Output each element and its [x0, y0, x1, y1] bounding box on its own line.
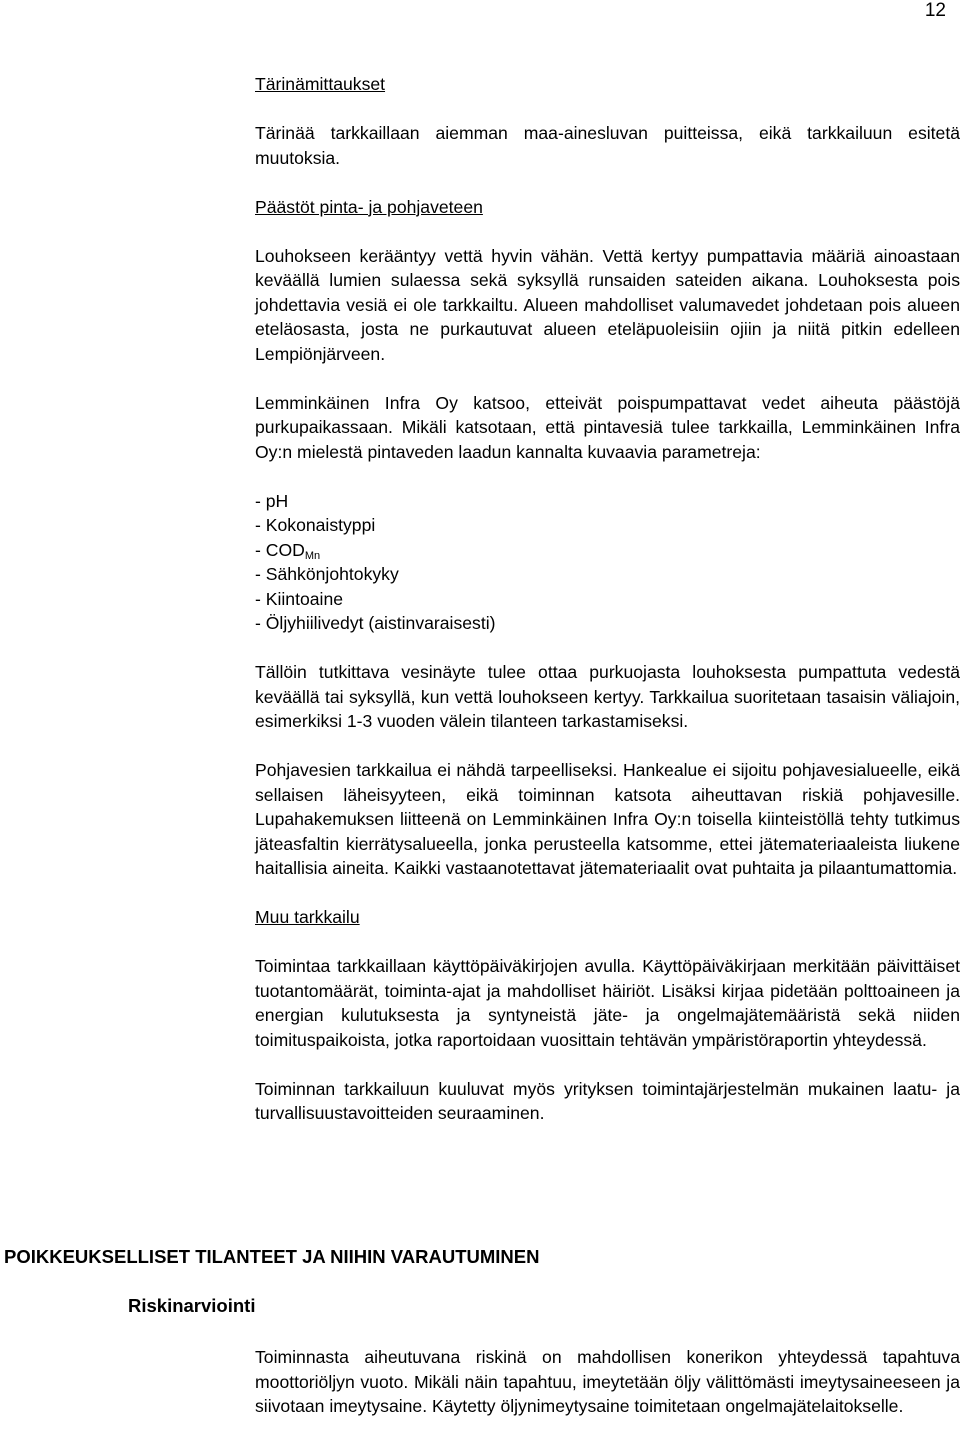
paragraph-tarina: Tärinää tarkkaillaan aiemman maa-ainesluvan puitteissa, eikä tarkkailuun esitetä muutoksia.	[255, 123, 960, 168]
paragraph-paastot-2: Lemminkäinen Infra Oy katsoo, etteivät poispumpattavat vedet aiheuta päästöjä purkupaikassaan. Mikäli katsotaan, että pintavesiä tulee tarkkailla, Lemminkäinen Infra Oy:n mielestä pintaveden laadun kannalta kuvaavia parametreja:	[255, 392, 960, 462]
main-content	[255, 72, 960, 1126]
list-item: - Sähkönjohtokyky	[255, 564, 399, 584]
paragraph-paastot-1: Louhokseen kerääntyy vettä hyvin vähän. Vettä kertyy pumpattavia määriä ainoastaan keväällä lumien sulaessa sekä syksyllä runsaiden sateiden aikana. Louhoksesta pois johdettavia vesiä ei ole tarkkailtu. Alueen mahdolliset valumavedet johdetaan pois alueen eteläosasta, josta ne purkautuvat alueen eteläpuoleisiin ojiin ja niitä pitkin edelleen Lempiönjärveen.	[255, 245, 960, 364]
paragraph-paastot-3: Tällöin tutkittava vesinäyte tulee ottaa purkuojasta louhoksesta pumpattuta vedestä keväällä tai syksyllä, kun vettä louhokseen kertyy. Tarkkailua suoritetaan tasaisin väliajoin, esimerkiksi 1-3 vuoden välein tilanteen tarkastamiseksi.	[255, 662, 960, 731]
cod-subscript: Mn	[304, 549, 321, 562]
parameter-list	[255, 489, 960, 636]
chapter-heading: POIKKEUKSELLISET TILANTEET JA NIIHIN VARAUTUMINEN	[4, 1246, 540, 1267]
risk-content	[255, 1345, 960, 1419]
paragraph-muu-2: Toiminnan tarkkailuun kuuluvat myös yrityksen toimintajärjestelmän mukainen laatu- ja turvallisuustavoitteiden seuraaminen.	[255, 1078, 960, 1123]
subheading-riskinarviointi: Riskinarviointi	[128, 1295, 256, 1316]
paragraph-paastot-4: Pohjavesien tarkkailua ei nähdä tarpeelliseksi. Hankealue ei sijoitu pohjavesialueelle, eikä sellaisen läheisyyteen, eikä toiminnan katsota aiheuttavan riskiä pohjavesille. Lupahakemuksen liitteenä on Lemminkäinen Infra Oy:n toisella kiinteistöllä tehty tutkimus jäteasfaltin kierrätysalueella, jonka perusteella katsomme, ettei jätemateriaaleista liukene haitallisia aineita. Kaikki vastaanotettavat jätemateriaalit ovat puhtaita ja pilaantumattomia.	[255, 760, 960, 878]
section-heading-muu-tarkkailu: Muu tarkkailu	[255, 907, 360, 927]
cod-label: - COD	[255, 539, 305, 560]
list-item: - pH	[255, 490, 289, 511]
section-heading-tarinamittaukset: Tärinämittaukset	[255, 74, 386, 94]
page-number: 12	[924, 0, 946, 21]
paragraph-muu-1: Toimintaa tarkkaillaan käyttöpäiväkirjojen avulla. Käyttöpäiväkirjaan merkitään päivittäiset tuotantomäärät, toiminta-ajat ja mahdolliset häiriöt. Lisäksi kirjaa pidetään polttoaineen ja energian kulutuksesta ja syntyneistä jäte- ja ongelmajätemääristä sekä niiden toimituspaikoista, jotka raportoidaan vuosittain tehtävän ympäristöraportin yhteydessä.	[255, 956, 960, 1050]
section-heading-paastot: Päästöt pinta- ja pohjaveteen	[255, 196, 483, 217]
list-item: - Öljyhiilivedyt (aistinvaraisesti)	[255, 613, 496, 633]
list-item: - Kokonaistyppi	[255, 515, 376, 535]
list-item: - Kiintoaine	[255, 588, 344, 609]
paragraph-riski-1: Toiminnasta aiheutuvana riskinä on mahdollisen konerikon yhteydessä tapahtuva moottoriöljyn vuoto. Mikäli näin tapahtuu, imeytetään öljy välittömästi imeytysaineeseen ja siivotaan imeytysaine. Käytetty öljynimeytysaine toimitetaan ongelmajätelaitokselle.	[255, 1347, 960, 1416]
list-item	[255, 538, 960, 563]
